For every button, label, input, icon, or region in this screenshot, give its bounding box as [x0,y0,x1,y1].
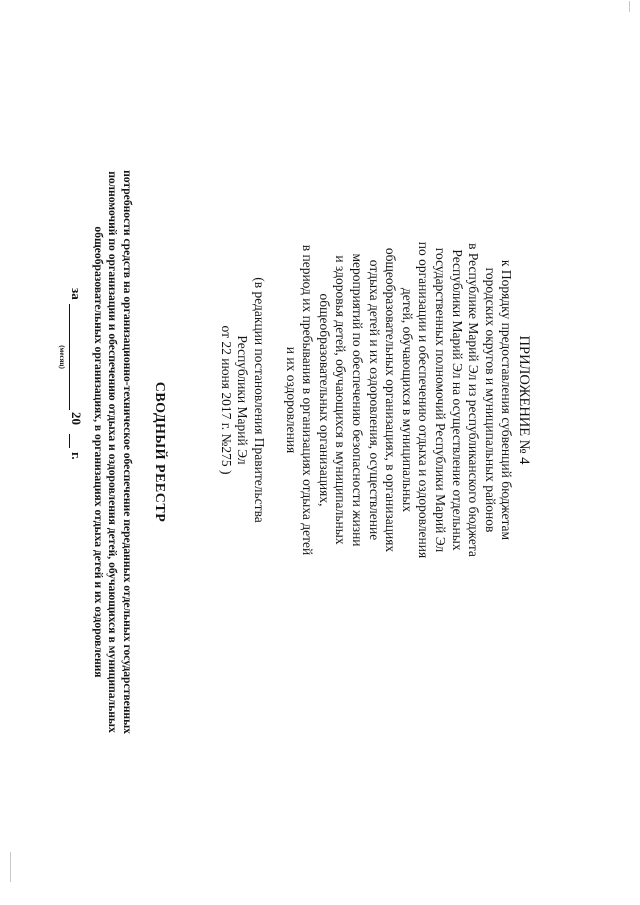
approval-line: городских округов и муниципальных районов [482,267,498,533]
registry-description-line: потребности средств на организационно-техническое обеспечение переданных отдельных государственных [121,170,134,734]
month-blank [69,304,70,410]
spacer [267,120,282,680]
amendment-line: от 22 июня 2017 г. №275 ) [218,325,234,475]
registry-heading: СВОДНЫЙ РЕЕСТР [152,381,167,523]
registry-description-line: полномочий по организации и обеспечению отдыха и оздоровления детей, обучающихся в муниципальных [106,171,120,733]
approval-line: Республики Марий Эл на осуществление отдельных [449,249,465,551]
approval-line: мероприятий по обеспечению безопасности жизни [350,253,366,547]
registry-description-line: общеобразовательных организациях, в организациях отдыха детей и их оздоровления [91,226,105,678]
approval-line: в период их пребывания в организациях отдыха детей [300,244,316,556]
amendment-line: (в редакции постановления Правительства [252,277,268,523]
reporting-period [44,270,84,570]
approval-line: общеобразовательных организациях, в организациях [383,247,399,553]
period-prefix: за [69,288,84,300]
approval-line: и здоровья детей, обучающихся в муниципальных [333,255,349,545]
approval-line: отдыха детей и их оздоровления, осуществление [366,259,382,541]
approval-line: и их оздоровления [283,346,299,454]
approval-line: общеобразовательных организациях, [316,293,332,507]
year-prefix: 20 [69,412,84,425]
approval-line: детей, обучающихся в муниципальных [399,287,415,513]
approval-line: в Республике Марий Эл из республиканского бюджета [466,243,482,557]
year-suffix: г. [69,452,84,460]
registry-block [90,22,168,882]
approval-block [217,120,532,680]
amendment-line: Республики Марий Эл [235,335,251,465]
approval-line: по организации и обеспечению отдыха и оздоровления [416,241,432,559]
month-caption: (месяц) [58,345,66,369]
year-blank [69,434,70,448]
approval-line: к Порядку предоставления субвенций бюджетам [499,259,515,541]
appendix-title: ПРИЛОЖЕНИЕ № 4 [516,335,532,465]
approval-line: государственных полномочий Республики Марий Эл [433,247,449,553]
